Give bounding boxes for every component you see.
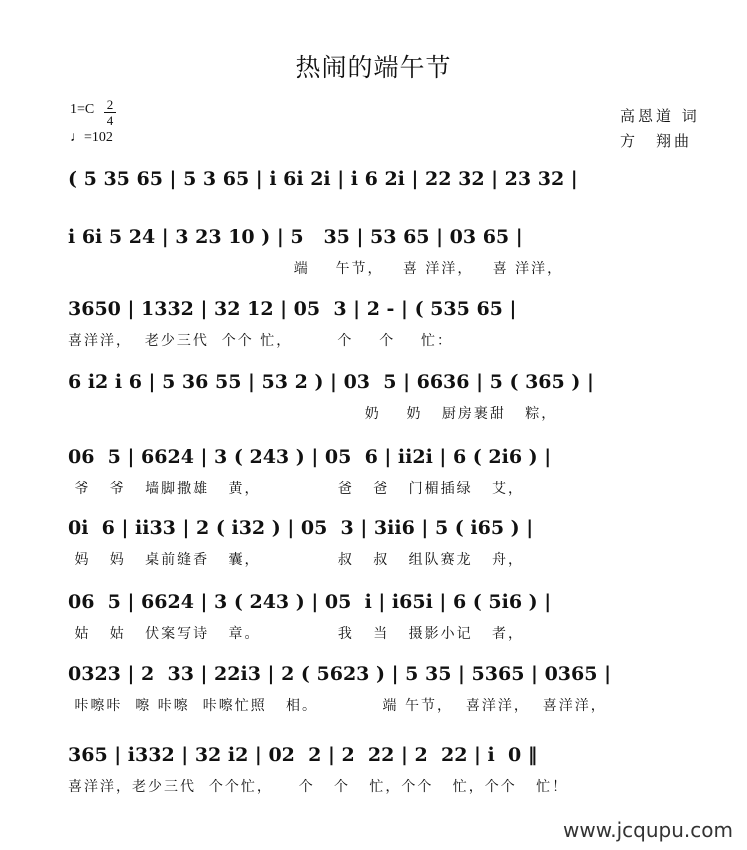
time-top: 2: [106, 97, 114, 112]
key-signature: [70, 97, 114, 128]
tempo-marking: ♩=102: [70, 130, 113, 145]
lyrics-line: 妈 妈 桌前缝香 囊， 叔 叔 组队赛龙 舟，: [68, 552, 524, 568]
lyrics-line: 爷 爷 墙脚撒雄 黄， 爸 爸 门楣插绿 艾，: [68, 481, 524, 497]
notes-line: ( 5 35 65 | 5 3 65 | i 6i 2i | i 6 2i | 22 32 | 23 32 |: [68, 168, 578, 190]
lyrics-line: 喜洋洋，老少三代 个个忙， 个 个 忙，个个 忙，个个 忙！: [68, 779, 569, 795]
score-row-5: [68, 446, 700, 506]
key-tonic: 1=C: [70, 102, 95, 117]
notes-line: 06 5 | 6624 | 3 ( 243 ) | 05 i | i65i | 6 ( 5i6 ) |: [68, 591, 552, 613]
notes-line: 6 i2 i 6 | 5 36 55 | 53 2 ) | 03 5 | 6636 | 5 ( 365 ) |: [68, 371, 594, 393]
song-title: 热闹的端午节: [295, 53, 452, 82]
lyrics-line: 姑 姑 伏案写诗 章。 我 当 摄影小记 者，: [68, 626, 524, 642]
notes-line: 3650 | 1332 | 32 12 | 05 3 | 2 - | ( 535 65 |: [68, 298, 517, 320]
score-row-9: [68, 744, 700, 804]
score-row-6: [68, 517, 700, 577]
score-row-8: [68, 663, 700, 723]
notes-line: 0323 | 2 33 | 22i3 | 2 ( 5623 ) | 5 35 | 5365 | 0365 |: [68, 663, 611, 685]
watermark: www.jcqupu.com: [563, 818, 733, 842]
score-row-3: [68, 298, 700, 358]
composer: 方 翔曲: [620, 132, 693, 150]
score-row-7: [68, 591, 700, 651]
lyrics-line: 端 午节， 喜 洋洋， 喜 洋洋，: [68, 261, 564, 277]
time-signature: [104, 98, 116, 127]
notes-line: i 6i 5 24 | 3 23 10 ) | 5 35 | 53 65 | 03 65 |: [68, 226, 523, 248]
notes-line: 06 5 | 6624 | 3 ( 243 ) | 05 6 | ii2i | 6 ( 2i6 ) |: [68, 446, 552, 468]
lyrics-line: [68, 200, 700, 222]
lyricist: 高恩道 词: [620, 107, 700, 125]
credits: [620, 104, 700, 154]
notes-line: 0i 6 | ii33 | 2 ( i32 ) | 05 3 | 3ii6 | 5 ( i65 ) |: [68, 517, 534, 539]
time-bottom: 4: [106, 113, 114, 128]
lyrics-line: 喜洋洋， 老少三代 个个 忙， 个 个 忙：: [68, 333, 454, 349]
lyrics-line: 咔嚓咔 嚓 咔嚓 咔嚓忙照 相。 端 午节， 喜洋洋， 喜洋洋，: [68, 698, 607, 714]
lyrics-line: 奶 奶 厨房裹甜 粽，: [68, 406, 558, 422]
score-row-2: [68, 226, 700, 286]
score-row-1: [68, 168, 700, 228]
score-row-4: [68, 371, 700, 431]
notes-line: 365 | i332 | 32 i2 | 02 2 | 2 22 | 2 22 | i 0 ‖: [68, 744, 538, 766]
